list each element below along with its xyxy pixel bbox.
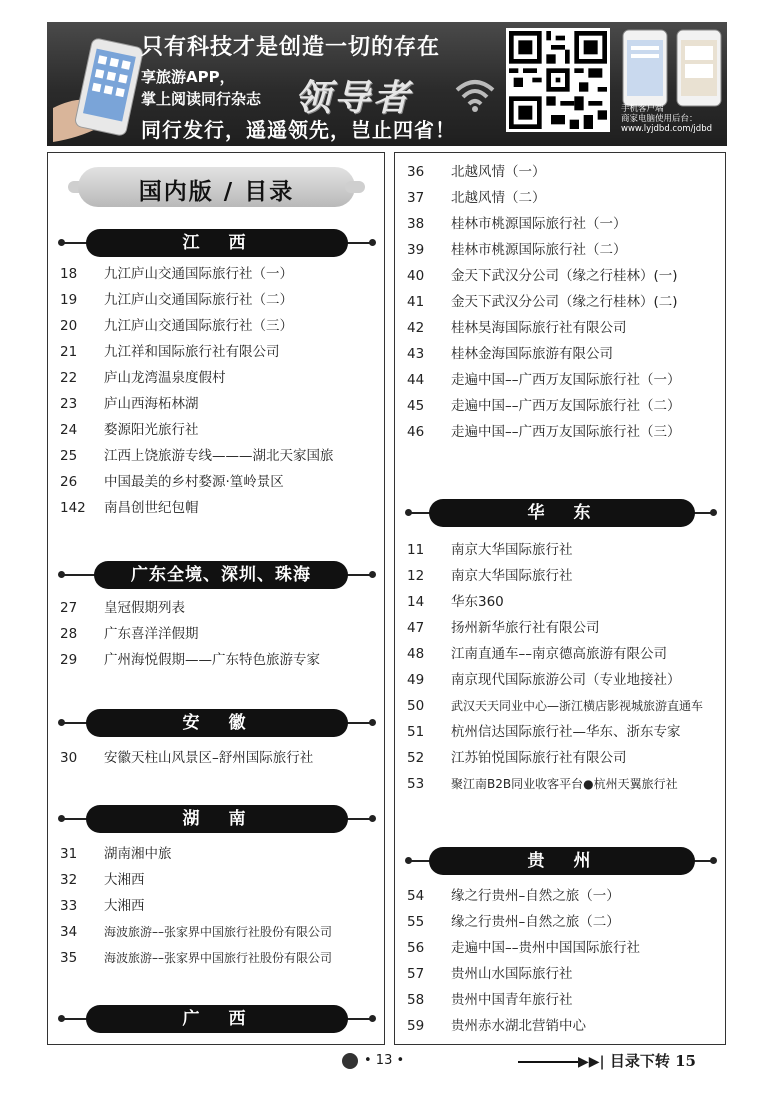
entry-page: 48 (407, 646, 425, 662)
entry-title: 大湘西 (104, 898, 145, 914)
qr-code[interactable] (506, 28, 610, 132)
entry-page: 47 (407, 620, 425, 636)
entry-page: 24 (60, 422, 78, 438)
bullet-dot (369, 815, 376, 822)
entry-title: 海波旅游––张家界中国旅行社股份有限公司 (104, 951, 333, 965)
entry-page: 11 (407, 542, 425, 558)
entry-page: 18 (60, 266, 78, 282)
section-header-guangxi (58, 1005, 376, 1033)
bullet-dot (369, 571, 376, 578)
section-header-hunan (58, 805, 376, 833)
wifi-icon (453, 76, 497, 112)
entry-page: 49 (407, 672, 425, 688)
qr-code-icon (509, 31, 607, 129)
entry-page: 22 (60, 370, 78, 386)
section-title: 贵 州 (429, 847, 695, 875)
continue-text: 目录下转 15 (609, 1052, 696, 1070)
entry-page: 55 (407, 914, 425, 930)
entry-page: 37 (407, 190, 425, 206)
entry-title: 九江庐山交通国际旅行社（一） (104, 266, 293, 282)
section-header-jiangxi (58, 229, 376, 257)
entry-title: 南京大华国际旅行社 (451, 568, 573, 584)
bullet-dot (710, 857, 717, 864)
entry-page: 53 (407, 776, 425, 792)
entry-page: 31 (60, 846, 78, 862)
toc-right-column (394, 152, 726, 1045)
entry-title: 江苏铂悦国际旅行社有限公司 (451, 750, 627, 766)
entry-title: 海波旅游––张家界中国旅行社股份有限公司 (104, 925, 333, 939)
entry-page: 54 (407, 888, 425, 904)
app-banner[interactable] (47, 22, 727, 146)
entry-page: 12 (407, 568, 425, 584)
entry-page: 43 (407, 346, 425, 362)
entry-page: 45 (407, 398, 425, 414)
section-title: 华 东 (429, 499, 695, 527)
entry-title: 北越风情（一） (451, 164, 546, 180)
entry-title: 缘之行贵州–自然之旅（二） (451, 914, 620, 930)
banner-app-line: 享旅游APP， (141, 68, 235, 86)
caption-backend: 商家电脑使用后台： (621, 114, 698, 124)
entry-title: 皇冠假期列表 (104, 600, 185, 616)
entry-page: 50 (407, 698, 425, 714)
entry-title: 庐山西海柘林湖 (104, 396, 199, 412)
entry-page: 32 (60, 872, 78, 888)
continue-link[interactable] (518, 1050, 696, 1072)
entry-page: 38 (407, 216, 425, 232)
entry-title: 大湘西 (104, 872, 145, 888)
entry-title: 婺源阳光旅行社 (104, 422, 199, 438)
entry-title: 走遍中国––广西万友国际旅行社（一） (451, 372, 681, 388)
entry-title: 江西上饶旅游专线———湖北天家国旅 (104, 448, 334, 464)
section-title: 安 徽 (86, 709, 348, 737)
entry-page: 44 (407, 372, 425, 388)
entry-title: 金天下武汉分公司（缘之行桂林）(二) (451, 294, 678, 310)
toc-left-column (47, 152, 385, 1045)
entry-title: 桂林昊海国际旅行社有限公司 (451, 320, 627, 336)
entry-title: 桂林市桃源国际旅行社（二） (451, 242, 627, 258)
entry-title: 缘之行贵州–自然之旅（一） (451, 888, 620, 904)
bullet-dot (369, 719, 376, 726)
entry-page: 30 (60, 750, 78, 766)
caption-url[interactable]: www.lyjdbd.com/jdbd (621, 124, 712, 134)
banner-caption (621, 104, 727, 134)
entry-page: 14 (407, 594, 425, 610)
entry-page: 51 (407, 724, 425, 740)
entry-page: 19 (60, 292, 78, 308)
phones-screens-icon (621, 28, 725, 108)
entry-page: 35 (60, 950, 78, 966)
entry-title: 走遍中国––广西万友国际旅行社（二） (451, 398, 681, 414)
bullet-dot (710, 509, 717, 516)
section-header-huadong (405, 499, 717, 527)
entry-page: 41 (407, 294, 425, 310)
entry-title: 桂林市桃源国际旅行社（一） (451, 216, 627, 232)
entry-page: 21 (60, 344, 78, 360)
entry-title: 南京大华国际旅行社 (451, 542, 573, 558)
arrow-right-icon: ▶▶| (578, 1054, 605, 1070)
entry-title: 聚江南B2B同业收客平台●杭州天翼旅行社 (451, 777, 678, 791)
entry-page: 27 (60, 600, 78, 616)
entry-title: 九江祥和国际旅行社有限公司 (104, 344, 280, 360)
entry-page: 26 (60, 474, 78, 490)
entry-page: 34 (60, 924, 78, 940)
section-header-guizhou (405, 847, 717, 875)
entry-title: 杭州信达国际旅行社—华东、浙东专家 (451, 724, 681, 740)
caption-mobile: 手机客户端 (621, 104, 664, 114)
entry-page: 52 (407, 750, 425, 766)
entry-title: 中国最美的乡村婺源·篁岭景区 (104, 474, 284, 490)
entry-page: 142 (60, 500, 86, 516)
entry-page: 33 (60, 898, 78, 914)
entry-page: 57 (407, 966, 425, 982)
magazine-logo-icon (342, 1053, 358, 1069)
entry-title: 华东360 (451, 594, 504, 610)
entry-page: 58 (407, 992, 425, 1008)
page-number (342, 1050, 404, 1072)
section-header-guangdong (58, 561, 376, 589)
entry-title: 南昌创世纪包帽 (104, 500, 199, 516)
bullet-dot (369, 1015, 376, 1022)
entry-title: 江南直通车––南京德高旅游有限公司 (451, 646, 667, 662)
entry-page: 28 (60, 626, 78, 642)
entry-title: 庐山龙湾温泉度假村 (104, 370, 226, 386)
entry-title: 湖南湘中旅 (104, 846, 172, 862)
banner-slogan: 同行发行，遥遥领先，岂止四省！ (141, 118, 456, 142)
entry-title: 北越风情（二） (451, 190, 546, 206)
section-title: 广 西 (86, 1005, 348, 1033)
entry-page: 29 (60, 652, 78, 668)
entry-title: 贵州中国青年旅行社 (451, 992, 573, 1008)
banner-leader-text: 领导者 (295, 78, 413, 119)
entry-title: 广东喜洋洋假期 (104, 626, 199, 642)
entry-title: 九江庐山交通国际旅行社（二） (104, 292, 293, 308)
banner-magazine-line: 掌上阅读同行杂志 (141, 90, 262, 108)
entry-page: 36 (407, 164, 425, 180)
entry-title: 贵州赤水湖北营销中心 (451, 1018, 586, 1034)
toc-title: 国内版 / 目录 (138, 179, 295, 205)
toc-title-banner (68, 167, 365, 207)
bullet-dot (369, 239, 376, 246)
entry-page: 40 (407, 268, 425, 284)
entry-page: 23 (60, 396, 78, 412)
entry-page: 42 (407, 320, 425, 336)
entry-page: 56 (407, 940, 425, 956)
arrow-line (518, 1061, 578, 1063)
entry-title: 九江庐山交通国际旅行社（三） (104, 318, 293, 334)
entry-title: 金天下武汉分公司（缘之行桂林）(一) (451, 268, 678, 284)
entry-title: 南京现代国际旅游公司（专业地接社） (451, 672, 681, 688)
section-title: 广东全境、深圳、珠海 (94, 561, 348, 589)
banner-title: 只有科技才是创造一切的存在 (141, 35, 441, 60)
entry-title: 走遍中国––贵州中国国际旅行社 (451, 940, 640, 956)
section-title: 江 西 (86, 229, 348, 257)
page-number-text: • 13 • (364, 1053, 405, 1068)
entry-page: 39 (407, 242, 425, 258)
entry-title: 贵州山水国际旅行社 (451, 966, 573, 982)
entry-page: 59 (407, 1018, 425, 1034)
entry-title: 走遍中国––广西万友国际旅行社（三） (451, 424, 681, 440)
entry-title: 扬州新华旅行社有限公司 (451, 620, 600, 636)
entry-title: 桂林金海国际旅游有限公司 (451, 346, 613, 362)
entry-title: 广州海悦假期——广东特色旅游专家 (104, 652, 320, 668)
phone-in-hand-icon (53, 38, 153, 142)
entry-page: 20 (60, 318, 78, 334)
section-title: 湖 南 (86, 805, 348, 833)
entry-page: 46 (407, 424, 425, 440)
entry-title: 安徽天柱山风景区–舒州国际旅行社 (104, 750, 314, 766)
entry-title: 武汉天天同业中心—浙江横店影视城旅游直通车 (451, 699, 704, 713)
entry-page: 25 (60, 448, 78, 464)
section-header-anhui (58, 709, 376, 737)
